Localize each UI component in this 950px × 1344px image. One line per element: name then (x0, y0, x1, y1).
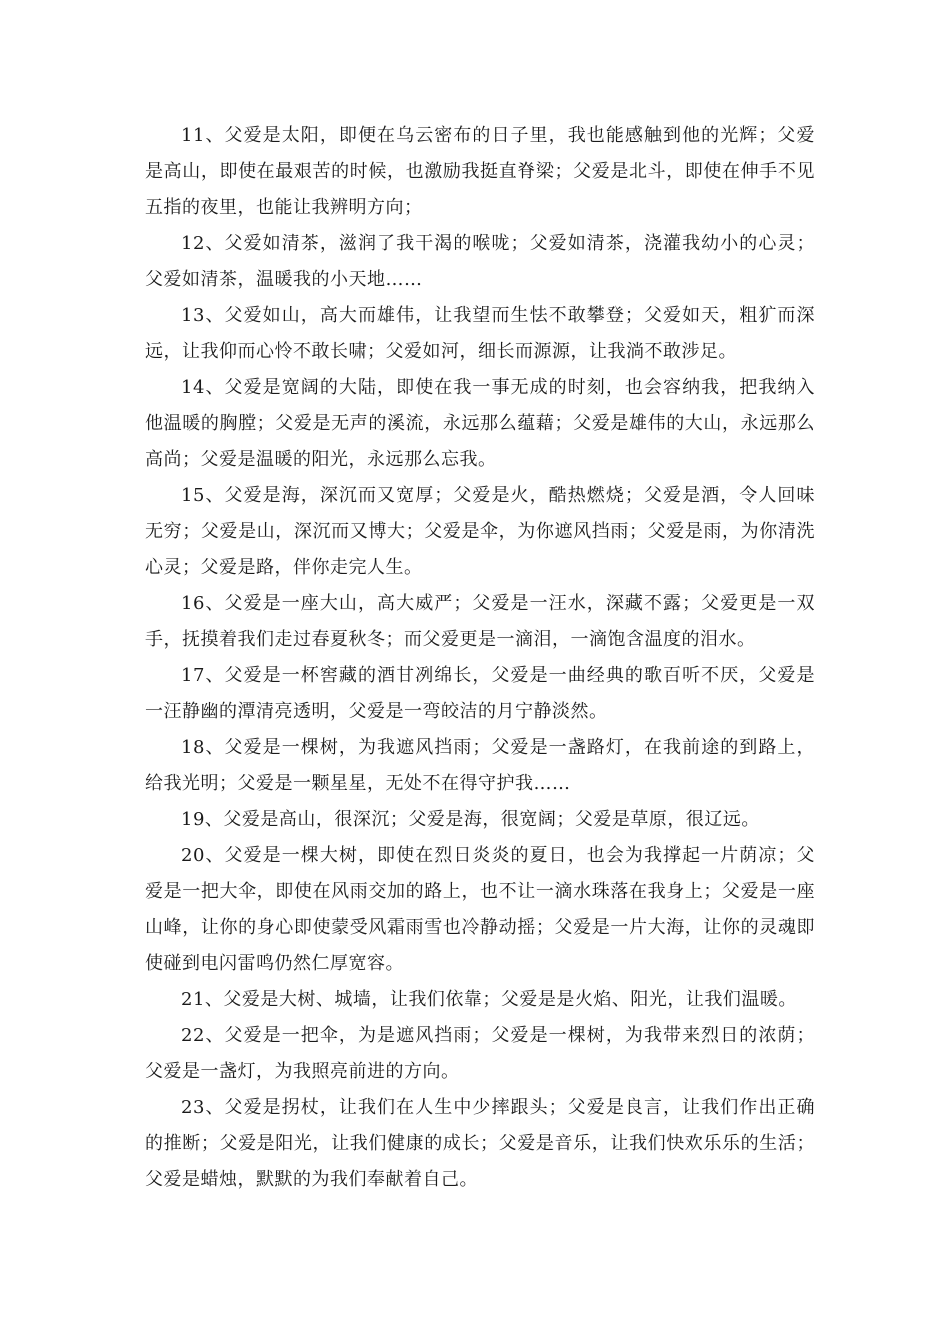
paragraph-22: 22、父爱是一把伞，为是遮风挡雨；父爱是一棵树，为我带来烈日的浓荫；父爱是一盏灯，为我照亮前进的方向。 (145, 1025, 815, 1082)
document-body (145, 118, 815, 1198)
paragraph-17: 17、父爱是一杯窖藏的酒甘冽绵长，父爱是一曲经典的歌百听不厌，父爱是一汪静幽的潭清亮透明，父爱是一弯皎洁的月宁静淡然。 (145, 665, 815, 722)
paragraph-11: 11、父爱是太阳，即便在乌云密布的日子里，我也能感触到他的光辉；父爱是高山，即使在最艰苦的时候，也激励我挺直脊梁；父爱是北斗，即使在伸手不见五指的夜里，也能让我辨明方向； (145, 125, 815, 218)
paragraph-16: 16、父爱是一座大山，高大威严；父爱是一汪水，深藏不露；父爱更是一双手，抚摸着我们走过春夏秋冬；而父爱更是一滴泪，一滴饱含温度的泪水。 (145, 593, 815, 650)
paragraph-20: 20、父爱是一棵大树，即使在烈日炎炎的夏日，也会为我撑起一片荫凉；父爱是一把大伞，即使在风雨交加的路上，也不让一滴水珠落在我身上；父爱是一座山峰，让你的身心即使蒙受风霜雨雪也冷静动摇；父爱是一片大海，让你的灵魂即使碰到电闪雷鸣仍然仁厚宽容。 (145, 845, 815, 974)
paragraph-15: 15、父爱是海，深沉而又宽厚；父爱是火，酷热燃烧；父爱是酒，令人回味无穷；父爱是山，深沉而又博大；父爱是伞，为你遮风挡雨；父爱是雨，为你清洗心灵；父爱是路，伴你走完人生。 (145, 485, 815, 578)
paragraph-21: 21、父爱是大树、城墙，让我们依靠；父爱是是火焰、阳光，让我们温暖。 (181, 989, 797, 1010)
paragraph-18: 18、父爱是一棵树，为我遮风挡雨；父爱是一盏路灯，在我前途的到路上，给我光明；父爱是一颗星星，无处不在得守护我…… (145, 737, 815, 794)
paragraph-14: 14、父爱是宽阔的大陆，即使在我一事无成的时刻，也会容纳我，把我纳入他温暖的胸膛；父爱是无声的溪流，永远那么蕴藉；父爱是雄伟的大山，永远那么高尚；父爱是温暖的阳光，永远那么忘我。 (145, 377, 815, 470)
paragraph-19: 19、父爱是高山，很深沉；父爱是海，很宽阔；父爱是草原，很辽远。 (181, 809, 760, 830)
paragraph-12: 12、父爱如清茶，滋润了我干渴的喉咙；父爱如清茶，浇灌我幼小的心灵；父爱如清茶，温暖我的小天地…… (145, 233, 815, 290)
paragraph-23: 23、父爱是拐杖，让我们在人生中少摔跟头；父爱是良言，让我们作出正确的推断；父爱是阳光，让我们健康的成长；父爱是音乐，让我们快欢乐乐的生活；父爱是蜡烛，默默的为我们奉献着自己。 (145, 1097, 815, 1190)
paragraph-13: 13、父爱如山，高大而雄伟，让我望而生怯不敢攀登；父爱如天，粗犷而深远，让我仰而心怜不敢长啸；父爱如河，细长而源源，让我淌不敢涉足。 (145, 305, 815, 362)
